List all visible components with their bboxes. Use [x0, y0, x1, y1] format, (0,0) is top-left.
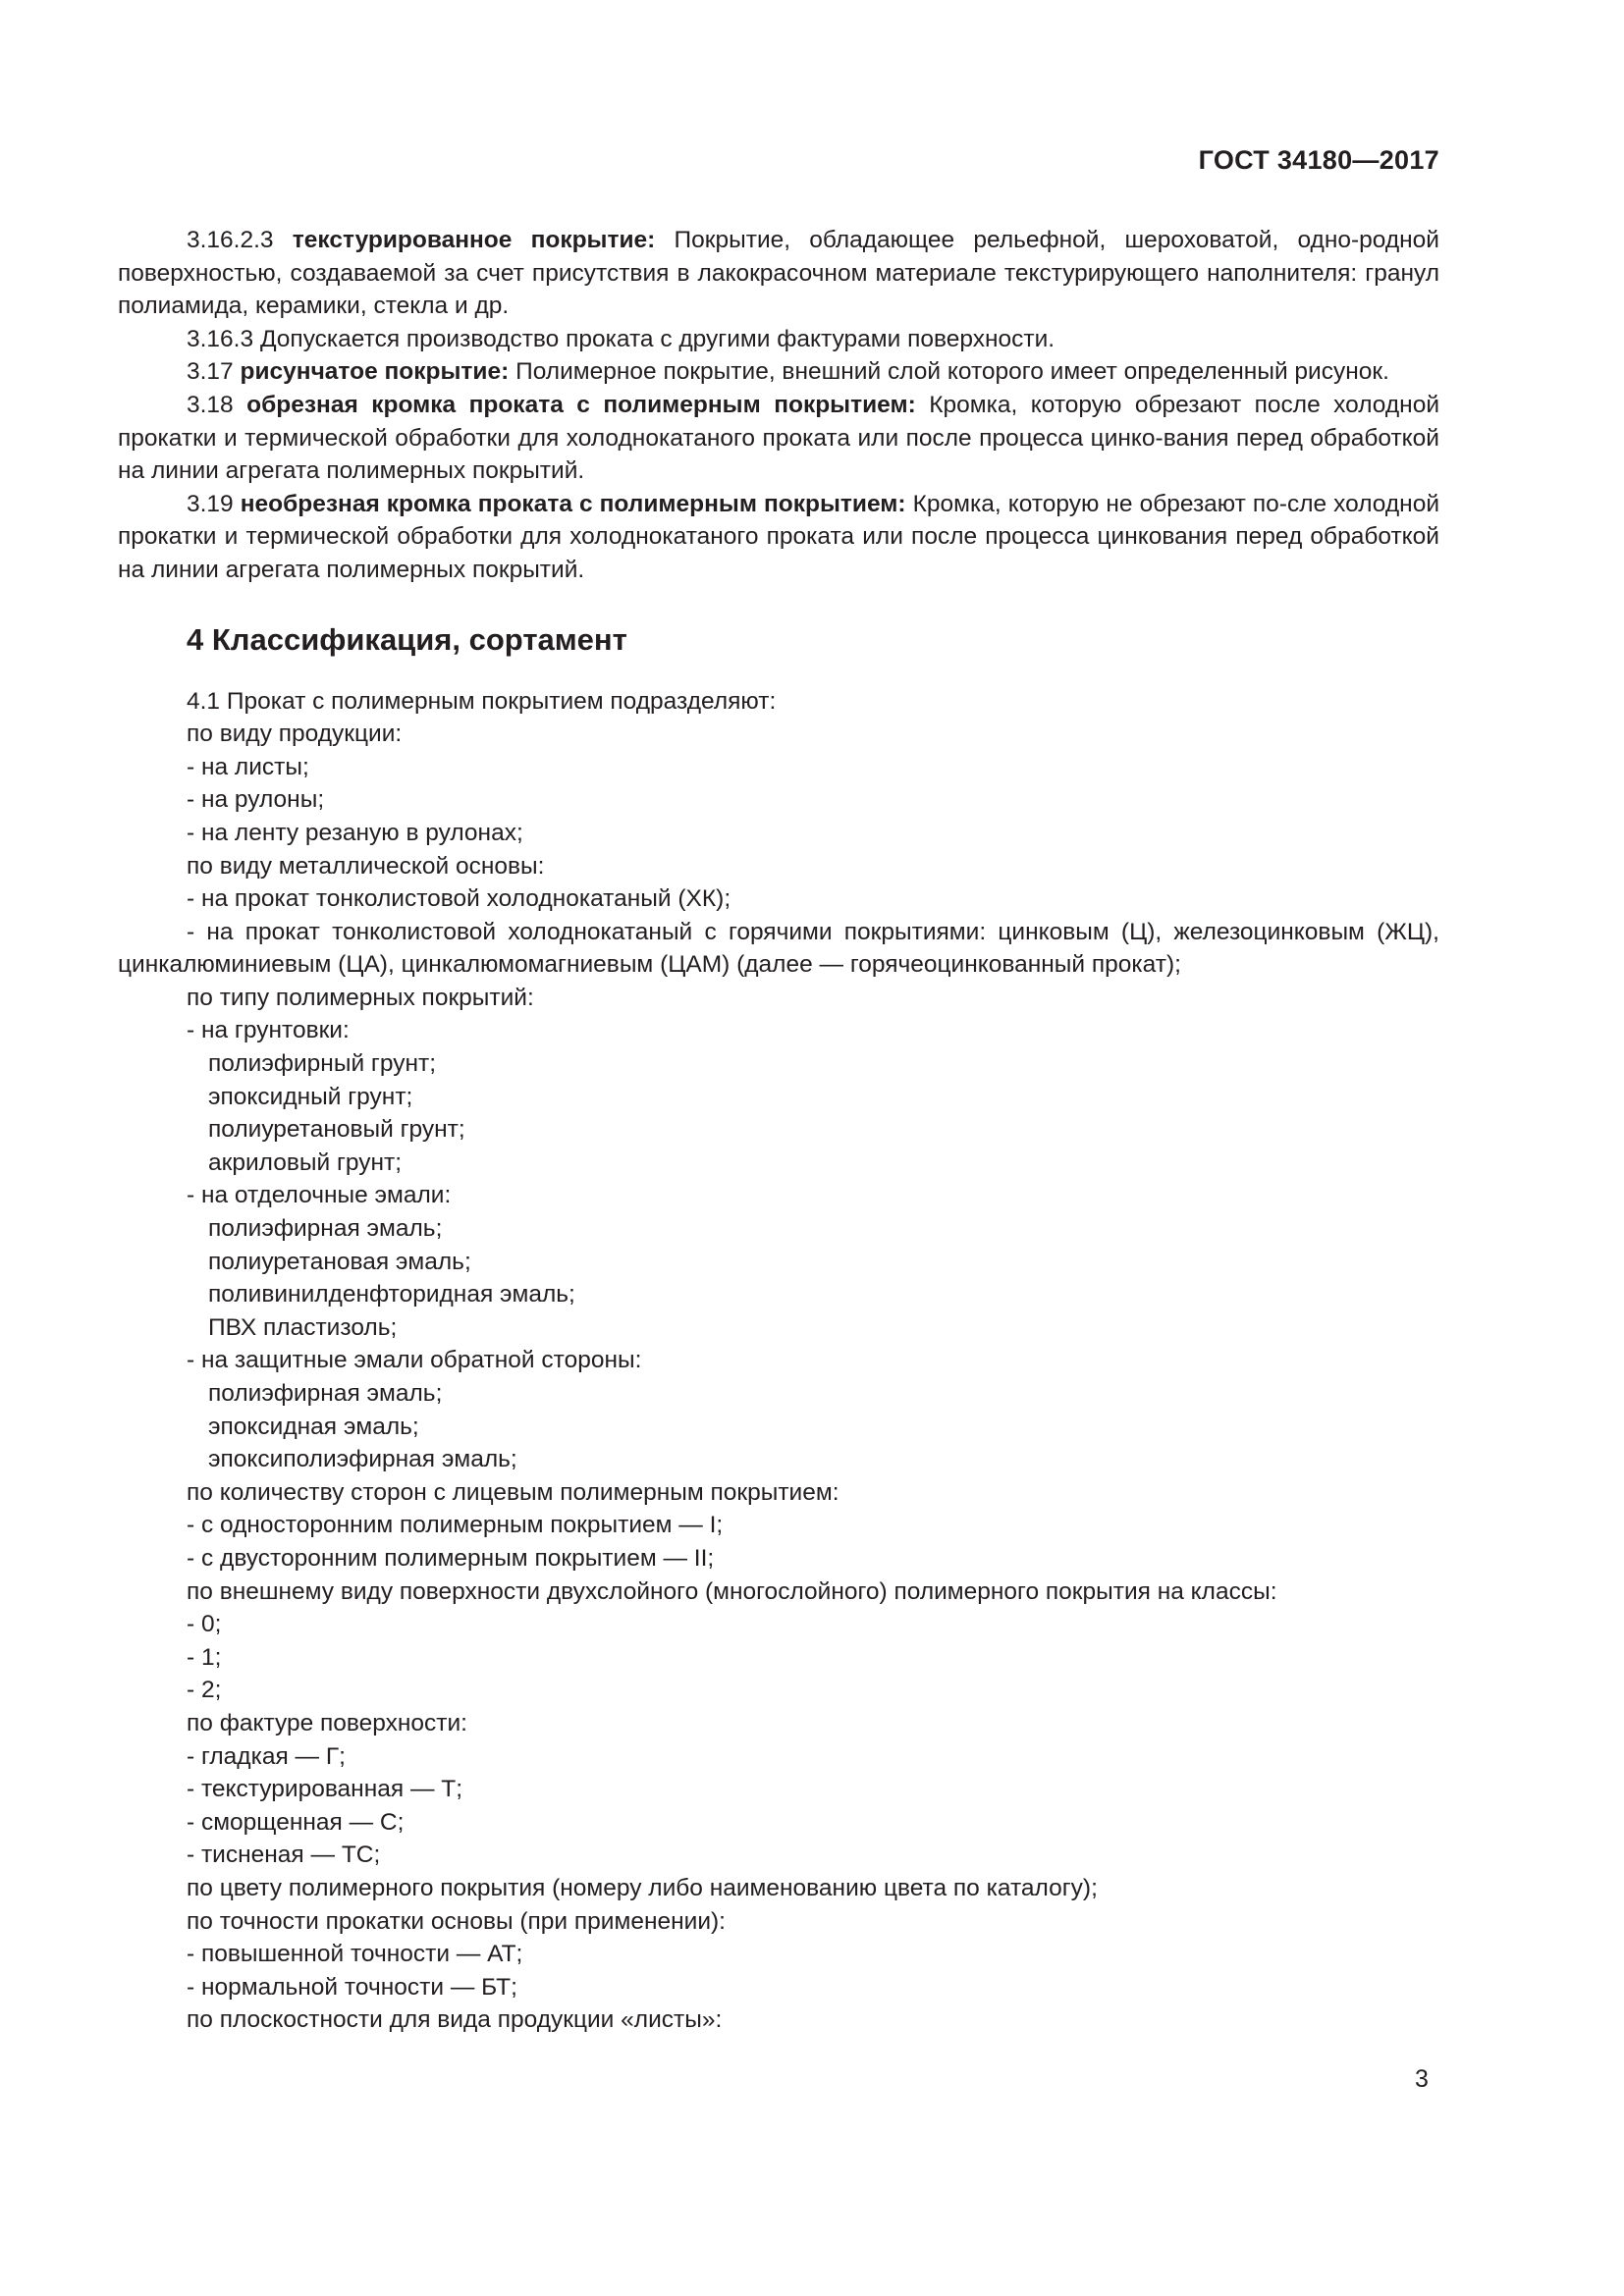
list-item: - с двусторонним полимерным покрытием — II;: [187, 1544, 715, 1572]
definition-number: 3.18: [187, 391, 234, 418]
list-subitem: полиуретановая эмаль;: [208, 1248, 471, 1275]
list-item: - на прокат тонколистовой холоднокатаный (ХК);: [187, 885, 731, 913]
list-item: по количеству сторон с лицевым полимерным покрытием:: [187, 1478, 839, 1506]
list-item: - 1;: [187, 1643, 222, 1671]
definition-number: 3.19: [187, 490, 234, 517]
list-item: - на ленту резаную в рулонах;: [187, 819, 523, 846]
definition-term: текстурированное покрытие:: [292, 227, 656, 253]
definition-3-18: [118, 389, 1439, 488]
list-item: по точности прокатки основы (при применении):: [187, 1907, 726, 1935]
definition-number: 3.17: [187, 358, 234, 386]
list-item: - тисненая — ТС;: [187, 1842, 381, 1869]
list-subitem: эпоксидный грунт;: [208, 1083, 413, 1110]
list-item: - текстурированная — Т;: [187, 1776, 463, 1803]
list-item: - 2;: [187, 1677, 222, 1704]
list-item: по внешнему виду поверхности двухслойного (многослойного) полимерного покрытия на классы:: [187, 1577, 1277, 1605]
classification-list-product: [118, 718, 1439, 916]
list-subitem: поливинилденфторидная эмаль;: [208, 1281, 575, 1308]
definition-term: рисунчатое покрытие:: [240, 358, 510, 386]
list-item: - на отделочные эмали:: [187, 1182, 452, 1209]
page-number: 3: [1415, 2065, 1429, 2093]
list-subitem: акриловый грунт;: [208, 1148, 403, 1176]
definition-3-19: [118, 488, 1439, 587]
list-item: по цвету полимерного покрытия (номеру либо наименованию цвета по каталогу);: [187, 1874, 1098, 1901]
list-item: - 0;: [187, 1611, 222, 1638]
definition-term: обрезная кромка проката с полимерным покрытием:: [246, 391, 916, 418]
list-item: - с односторонним полимерным покрытием — I;: [187, 1512, 724, 1539]
list-item: - на листы;: [187, 753, 309, 780]
definition-number: 3.16.2.3: [187, 227, 274, 253]
definition-number: 3.16.3: [187, 325, 254, 352]
definition-3-17: [118, 355, 1439, 389]
list-item: - на грунтовки:: [187, 1017, 350, 1044]
list-subitem: эпоксиполиэфирная эмаль;: [208, 1446, 517, 1473]
definition-text: Кромка, которую обрезают после холодной прокатки и термической обработки для холоднокатаного проката или после процесса цинко-вания перед обработкой на линии агрегата полимерных покрытий.: [118, 391, 1440, 485]
list-item: - сморщенная — С;: [187, 1808, 405, 1836]
document-body: [118, 224, 1439, 2037]
list-item: по виду продукции:: [187, 721, 403, 748]
list-subitem: полиуретановый грунт;: [208, 1116, 465, 1144]
list-item: - на рулоны;: [187, 786, 325, 814]
definition-3-16-2-3: [118, 224, 1439, 323]
list-subitem: полиэфирный грунт;: [208, 1050, 437, 1078]
definition-term: необрезная кромка проката с полимерным покрытием:: [240, 490, 906, 517]
list-item: - гладкая — Г;: [187, 1742, 346, 1770]
document-header-id: ГОСТ 34180—2017: [1198, 145, 1439, 175]
list-subitem: полиэфирная эмаль;: [208, 1215, 443, 1243]
list-item: по виду металлической основы:: [187, 852, 545, 880]
definition-text: Кромка, которую не обрезают по-сле холодной прокатки и термической обработки для холоднокатаного проката или после процесса цинкования перед обработкой на линии агрегата полимерных покрытий.: [118, 490, 1440, 583]
list-item: по фактуре поверхности:: [187, 1709, 467, 1736]
list-subitem: ПВХ пластизоль;: [208, 1313, 398, 1341]
definition-text: Допускается производство проката с другими фактурами поверхности.: [259, 325, 1056, 352]
list-subitem: полиэфирная эмаль;: [208, 1380, 443, 1407]
definition-text: Покрытие, обладающее рельефной, шероховатой, одно-родной поверхностью, создаваемой за счет присутствия в лакокрасочном материале текстурирующего наполнителя: гранул полиамида, керамики, стекла и др.: [118, 227, 1439, 320]
list-item-hot-coated: - на прокат тонколистовой холоднокатаный с горячими покрытиями: цинковым (Ц), железоцинковым (ЖЦ), цинкалюминиевым (ЦА), цинкалюмомагниевым (ЦАМ) (далее — горячеоцинкованный прокат);: [118, 918, 1439, 979]
section-intro: 4.1 Прокат с полимерным покрытием подразделяют:: [187, 687, 777, 715]
section-title: 4 Классификация, сортамент: [187, 621, 627, 657]
definition-text: Полимерное покрытие, внешний слой которого имеет определенный рисунок.: [515, 358, 1389, 386]
list-item: - повышенной точности — АТ;: [187, 1941, 523, 1968]
classification-list-coatings: [118, 982, 1439, 2037]
list-item: - на защитные эмали обратной стороны:: [187, 1347, 642, 1374]
list-item: - нормальной точности — БТ;: [187, 1973, 517, 2001]
list-subitem: эпоксидная эмаль;: [208, 1413, 419, 1440]
definition-3-16-3: [118, 323, 1439, 356]
list-item: по типу полимерных покрытий:: [187, 984, 534, 1011]
list-item: по плоскостности для вида продукции «листы»:: [187, 2006, 723, 2034]
